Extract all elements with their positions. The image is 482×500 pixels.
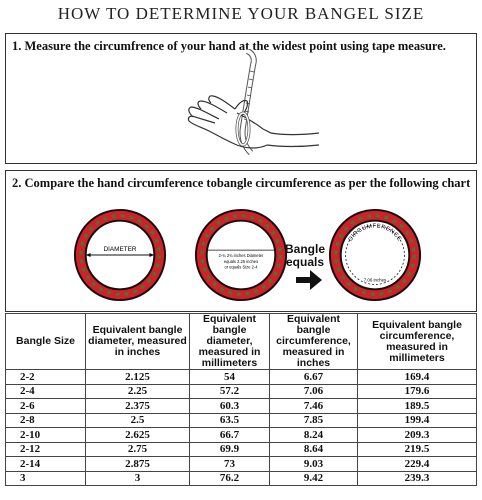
table-cell: 2-10 [6,428,86,443]
table-cell: 2-8 [6,413,86,428]
equals-label-line-2: equals [286,255,325,269]
table-cell: 239.3 [358,471,477,486]
circumference-value: 7.06 inches [363,277,387,283]
arrow-right-icon [292,267,324,293]
table-cell: 2.5 [86,413,190,428]
table-cell: 2-2 [6,370,86,385]
table-cell: 199.4 [358,413,477,428]
equals-label-line-1: Bangle [285,242,326,256]
note-line-3: or equals Size 2-4 [224,264,258,270]
table-cell: 2.125 [86,370,190,385]
table-cell: 76.2 [190,471,270,486]
table-cell: 69.9 [190,442,270,457]
table-cell: 9.03 [270,457,358,472]
table-cell: 169.4 [358,370,477,385]
table-cell: 3 [86,471,190,486]
header-diameter-inches: Equivalent bangle diameter, measured in inches [86,314,190,370]
page-title: HOW TO DETERMINE YOUR BANGEL SIZE [57,4,425,23]
header-circumference-inches: Equivalent bangle circumference, measured in inches [270,314,358,370]
step-2-text: 2. Compare the hand circumference tobangle circumference as per the following chart [12,176,471,190]
table-cell: 2.625 [86,428,190,443]
table-cell: 54 [190,370,270,385]
header-circumference-mm: Equivalent bangle circumference, measured in millimeters [358,314,477,370]
table-row [6,413,477,428]
table-cell: 179.6 [358,384,477,399]
bangle-size-note-diagram [192,206,290,304]
table-cell: 2-4 [6,384,86,399]
table-cell: 209.3 [358,428,477,443]
note-line-2: equals 2.25 inches [223,258,259,264]
diameter-label: DIAMETER [103,246,137,254]
table-cell: 2-6 [6,399,86,414]
table-row [6,457,477,472]
step-2-panel [5,170,477,312]
table-row [6,442,477,457]
table-cell: 9.42 [270,471,358,486]
bangle-equals-label [285,243,325,269]
table-cell: 6.67 [270,370,358,385]
step-1-text: 1. Measure the circumfrence of your hand at the widest point using tape measure. [12,39,446,53]
table-row [6,370,477,385]
circumference-label: CIRCUMFERENCE [347,223,403,243]
table-cell: 7.46 [270,399,358,414]
hand-measuring-illustration [171,49,321,161]
table-cell: 2.875 [86,457,190,472]
table-cell: 2.75 [86,442,190,457]
table-cell: 63.5 [190,413,270,428]
table-cell: 60.3 [190,399,270,414]
bangle-diameter-diagram [71,206,169,304]
table-cell: 57.2 [190,384,270,399]
table-cell: 189.5 [358,399,477,414]
table-cell: 8.24 [270,428,358,443]
table-cell: 219.5 [358,442,477,457]
table-cell: 73 [190,457,270,472]
bangle-size-table [5,313,477,486]
bangle-circumference-diagram [326,206,424,304]
table-cell: 8.64 [270,442,358,457]
table-cell: 7.85 [270,413,358,428]
table-cell: 3 [6,471,86,486]
table-cell: 2.375 [86,399,190,414]
header-diameter-mm: Equivalent bangle diameter, measured in millimeters [190,314,270,370]
table-row [6,471,477,486]
step-1-panel [5,33,477,164]
table-cell: 2.25 [86,384,190,399]
table-row [6,384,477,399]
header-bangle-size: Bangle Size [6,314,86,370]
table-cell: 2-12 [6,442,86,457]
note-line-1: 2-¾ 2¾ inches Diameter [218,252,264,258]
table-row [6,399,477,414]
table-cell: 2-14 [6,457,86,472]
table-header-row [6,314,477,370]
table-cell: 66.7 [190,428,270,443]
table-cell: 229.4 [358,457,477,472]
table-row [6,428,477,443]
table-body [6,370,477,486]
table-cell: 7.06 [270,384,358,399]
